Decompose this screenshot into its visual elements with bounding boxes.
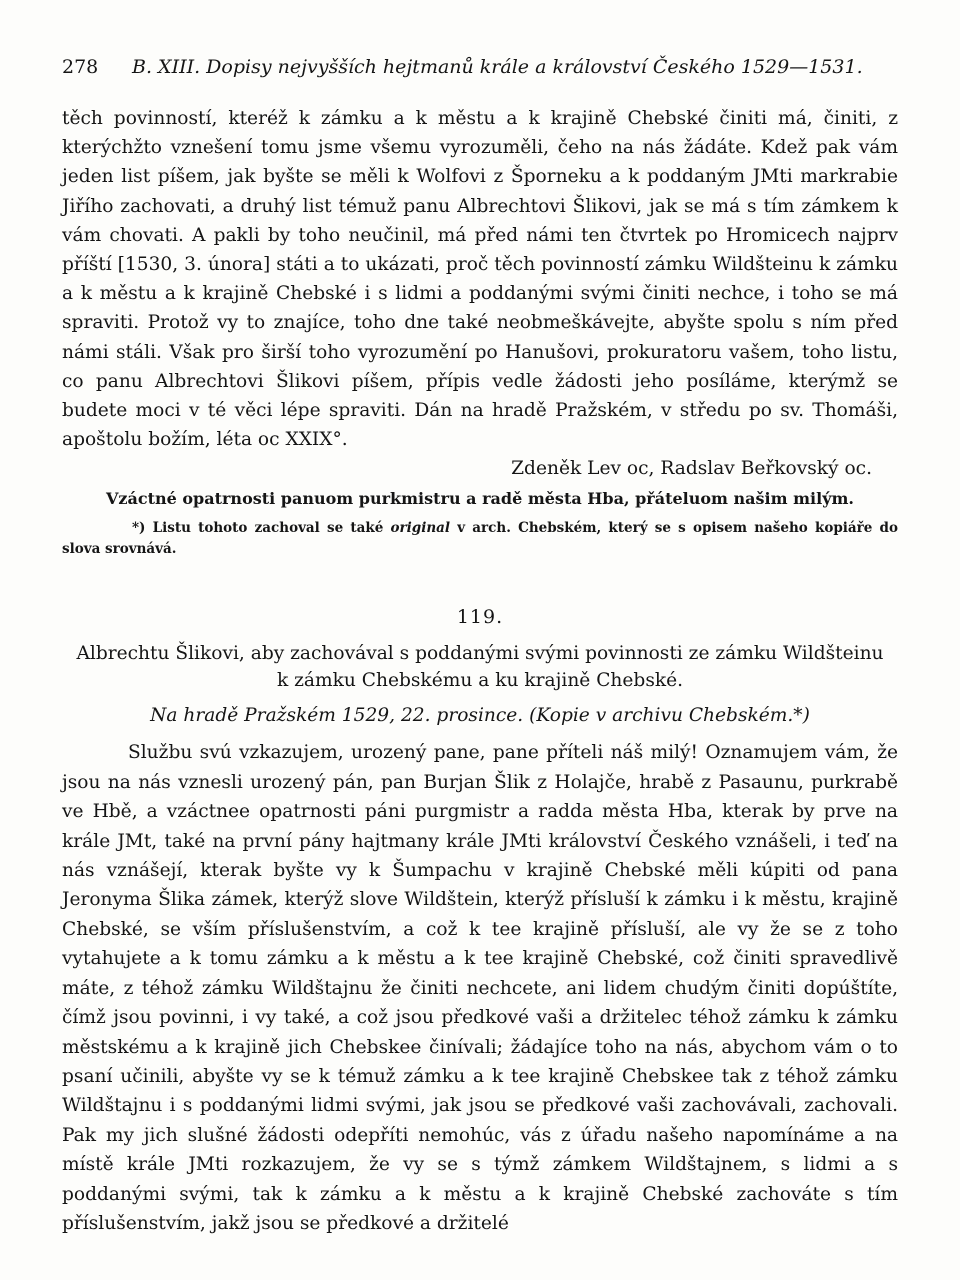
- letter-place-date: Na hradě Pražském 1529, 22. prosince. (Kopie v archivu Chebském.*): [150, 705, 810, 727]
- footnote: [62, 518, 898, 560]
- footnote-original-word: original: [390, 520, 451, 537]
- previous-letter-signature: Zdeněk Lev oc, Radslav Beřkovský oc.: [511, 458, 872, 480]
- letter-number: 119.: [456, 606, 504, 629]
- footnote-text-start: *) Listu tohoto zachoval se také: [132, 520, 391, 537]
- letter-body-container: [62, 738, 898, 1238]
- running-head: [62, 56, 898, 78]
- previous-letter-address: Vzáctné opatrnosti panuom purkmistru a radě města Hba, přáteluom našim milým.: [106, 489, 854, 509]
- previous-letter-body: těch povinností, kteréž k zámku a k městu a k krajině Chebské činiti má, činiti, z kterýchžto vznešení tomu jsme všemu vyrozuměli, čeho na nás žádáte. Kdež pak vám jeden list píšem, jak byšte se měli k Wolfovi z Šporneku a k poddaným JMti markrabie Jiřího zachovati, a druhý list témuž panu Albrechtovi Šlikovi, jak se má s tím zámkem k vám chovati. A pakli by toho neučinil, má před námi ten čtvrtek po Hromicech najprv příští [1530, 3. února] státi a to ukázati, proč těch povinností zámku Wildšteinu k zámku a k městu a k krajině Chebské i s lidmi a poddanými svými činiti nechce, i toho se má spraviti. Protož vy to znajíce, toho dne také neobmeškávejte, abyšte spolu s ním před námi stáli. Však pro širší toho vyrozumění po Hanušovi, prokuratoru vašem, toho listu, co panu Albrechtovi Šlikovi píšem, přípis vedle žádosti jeho posíláme, kterýmž se budete moci v té věci lépe spraviti. Dán na hradě Pražském, v středu po sv. Thomáši, apoštolu božím, léta oc XXIX°.: [62, 108, 898, 451]
- page-number: 278: [62, 56, 99, 78]
- letter-title: Albrechtu Šlikovi, aby zachovával s poddanými svými povinnosti ze zámku Wildšteinu k zámku Chebskému a ku krajině Chebské.: [76, 643, 884, 692]
- letter-body: Službu svú vzkazujem, urozený pane, pane příteli náš milý! Oznamujem vám, že jsou na nás vznesli urozený pán, pan Burjan Šlik z Holajče, hrabě z Pasaunu, purkrabě ve Hbě, a vzáctnee opatrnosti páni purgmistr a radda města Hba, kterak by prve na krále JMt, také na první pány hajtmany krále JMti království Českého vznášeli, i teď na nás vznášejí, kterak byšte vy k Šumpachu v krajině Chebské měli kúpiti od pana Jeronyma Šlika zámek, kterýž slove Wildštein, kterýž přísluší k zámku i k městu, krajině Chebské, se vším příslušenstvím, a což k tee krajině přísluší, ale vy že se z toho vytahujete a k tomu zámku a k městu a k tee krajině Chebské, což činiti spravedlivě máte, z téhož zámku Wildštajnu že činiti nechcete, ani lidem chudým činiti dopúštíte, čímž jsou povinni, i vy také, a což jsou předkové vaši a držitelec téhož zámku k zámku městskému a k krajině jich Chebskee činívali; žádajíce toho na nás, abychom vám o to psaní učinili, abyšte vy se k témuž zámku a k tee krajině Chebskee tak z téhož zámku Wildštajnu i s poddanými lidmi svými, jak jsou se předkové vaši zachovávali, zachovali. Pak my jich slušné žádosti odepříti nemohúc, vás z úřadu našeho napomínáme a na místě krále JMti rozkazujem, že vy se s týmž zámkem Wildštajnem, s lidmi a s poddanými svými, tak k zámku a k městu a k krajině Chebské zachováte s tím příslušenstvím, jakž jsou se předkové a držitelé: [62, 742, 898, 1234]
- footnote-text-end: v arch. Chebském, který se s opisem našeho kopiáře do slova srovnává.: [62, 520, 898, 558]
- running-title: B. XIII. Dopisy nejvyšších hejtmanů krále a království Českého 1529—1531.: [132, 56, 863, 78]
